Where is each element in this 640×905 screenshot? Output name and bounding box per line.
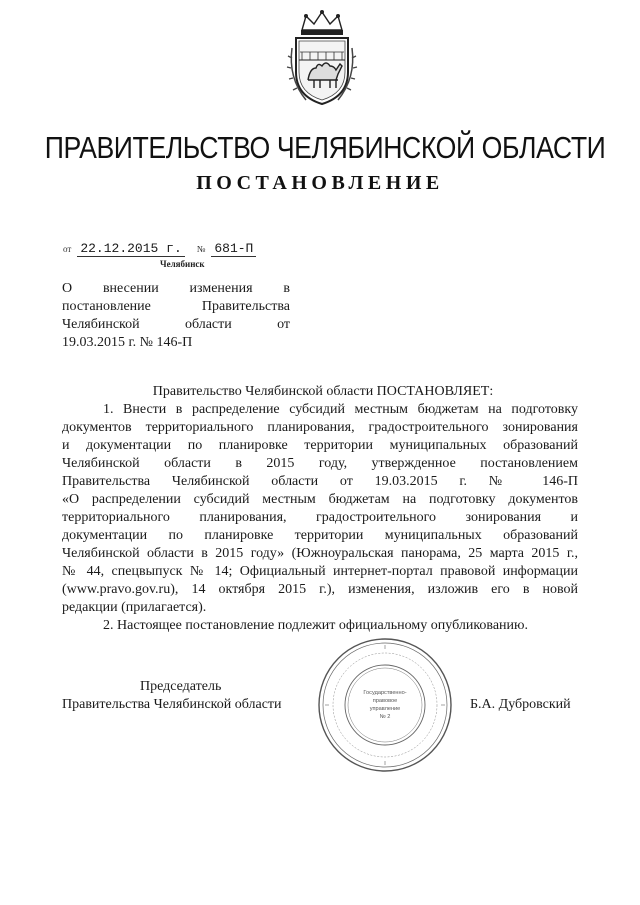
issue-city: Челябинск — [160, 259, 205, 269]
stamp-text-line: Государственно- — [363, 690, 407, 696]
paragraph-line: документов территориального планирования, градостроительного зонирования — [62, 420, 578, 435]
number-prefix: № — [196, 244, 206, 254]
document-body — [62, 401, 578, 635]
subject-line: постановление Правительства — [62, 299, 290, 314]
paragraph-line: (www.pravo.gov.ru), 14 октября 2015 г.), изменения, изложив его в новой — [62, 582, 578, 597]
position-line: Председатель — [140, 679, 222, 694]
paragraph-line: территориального планирования, градостроительного зонирования и — [62, 510, 578, 525]
paragraph-line: № 44, спецвыпуск № 14; Официальный интернет-портал правовой информации — [62, 564, 578, 579]
stamp-text-line: правовое — [372, 698, 398, 704]
subject-line: О внесении изменения в — [62, 281, 290, 296]
paragraph-line: редакции (прилагается). — [62, 600, 207, 615]
registration-line — [63, 240, 256, 256]
document-date: 22.12.2015 г. — [77, 241, 184, 257]
subject-line: 19.03.2015 г. № 146-П — [62, 335, 193, 350]
stamp-text-line: управление — [369, 706, 401, 712]
paragraph-line: документации по планировке территории муниципальных образований — [62, 528, 578, 543]
document-type: ПОСТАНОВЛЕНИЕ — [196, 172, 444, 194]
signatory-name: Б.А. Дубровский — [470, 697, 571, 712]
document-subject — [62, 280, 290, 352]
paragraph-line: 2. Настоящее постановление подлежит официальному опубликованию. — [103, 618, 528, 633]
date-prefix: от — [63, 244, 72, 254]
paragraph-line: и документации по планировке территории муниципальных образований — [62, 438, 578, 453]
official-seal-icon — [316, 636, 454, 774]
paragraph-line: Правительства Челябинской области от 19.03.2015 г. № 146-П — [62, 474, 578, 489]
signatory-position — [62, 678, 302, 714]
paragraph-line: «О распределении субсидий местным бюджетам на подготовку документов — [62, 492, 578, 507]
preamble: Правительство Челябинской области ПОСТАНОВЛЯЕТ: — [152, 384, 494, 399]
subject-line: Челябинской области от — [62, 317, 290, 332]
government-title: ПРАВИТЕЛЬСТВО ЧЕЛЯБИНСКОЙ ОБЛАСТИ — [44, 130, 606, 165]
position-line: Правительства Челябинской области — [62, 697, 282, 712]
chelyabinsk-coat-of-arms-icon — [286, 8, 358, 108]
paragraph-line: Челябинской области в 2015 году, утвержденное постановлением — [62, 456, 578, 471]
paragraph-line: 1. Внести в распределение субсидий местным бюджетам на подготовку — [103, 402, 578, 417]
stamp-text-line: № 2 — [379, 714, 391, 720]
paragraph-line: Челябинской области в 2015 году» (Южноуральская панорама, 25 марта 2015 г., — [62, 546, 578, 561]
document-number: 681-П — [211, 241, 256, 257]
